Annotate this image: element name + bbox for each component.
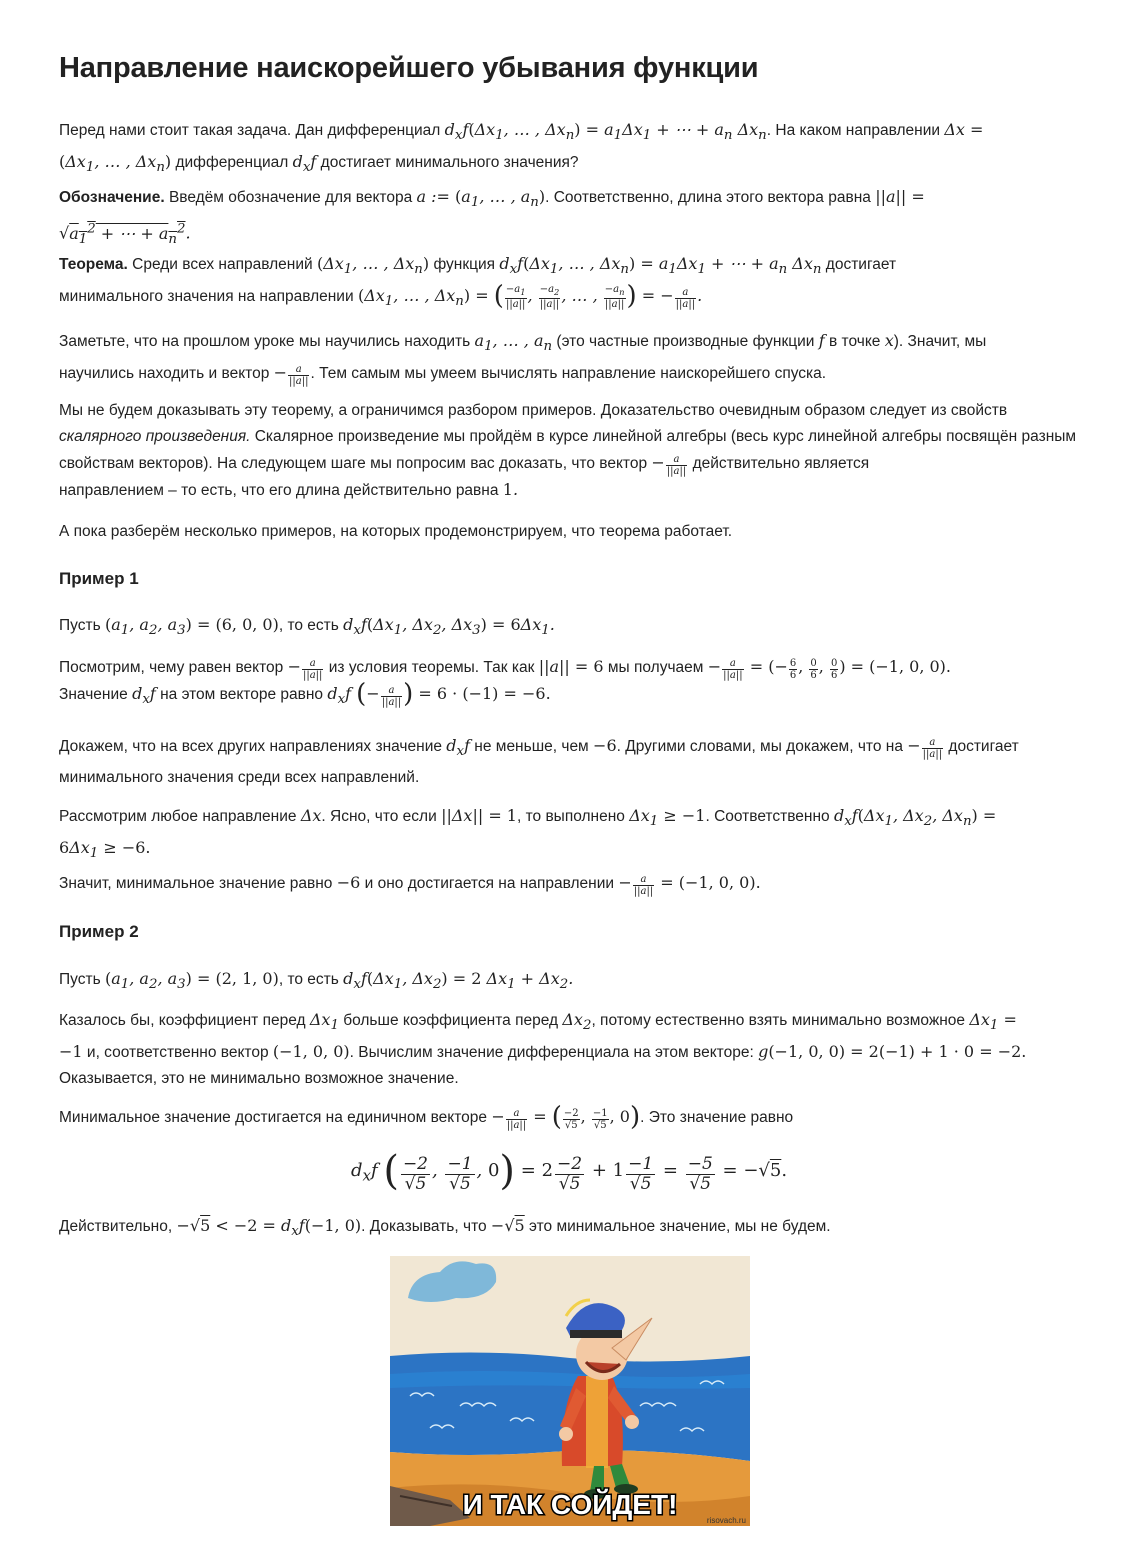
- example-2-heading: Пример 2: [59, 922, 139, 941]
- example-2-guess: Казалось бы, коэффициент перед $\Delta x_1$ больше коэффициента перед $\Delta x_2$, потому естественно взять минимально возможное $\Delta x_1$ = −1 и, соответственно вектор (−1, 0, 0). Вычислим значение дифференциала на этом векторе: g(−1, 0, 0) = 2(−1) + 1 · 0 = −2. Оказывается, это не минимально возможное значение.: [59, 1010, 1027, 1088]
- example-1-proof: Рассмотрим любое направление Δx. Ясно, что если ||Δx|| = 1, то выполнено $\Delta x_1 \ge -1$. Соответственно $d_xf(\Delta x_1$, $\Delta x_2$, $\Delta x_n$) = $6\Delta x_1 \ge -6$.: [59, 806, 997, 862]
- theorem-label: Теорема.: [59, 256, 128, 273]
- example-1-setup: Пусть ($a_1$, $a_2$, $a_3) = (6$, 0, 0), то есть $d_xf(\Delta x_1$, $\Delta x_2$, $\Delta x_3) = 6\Delta x_1$.: [59, 615, 555, 639]
- notation-label: Обозначение.: [59, 189, 165, 206]
- meme-illustration: [390, 1256, 750, 1526]
- example-1-conclusion: Значит, минимальное значение равно −6 и оно достигается на направлении − $\frac{a}{||a||}$ = (−1, 0, 0).: [59, 873, 761, 897]
- notation-paragraph: Обозначение. Введём обозначение для вектора a := ($a_1$, … , $a_n$). Соответственно, длина этого вектора равна ||a|| = $√a_1^2$ + ⋯ + $a_n^2$.: [59, 187, 925, 247]
- example-2-minimum: Минимальное значение достигается на единичном векторе − $\frac{a}{||a||}$ = ( $\frac{-2}{√5}$ , $\frac{-1}{√5}$ , 0). Это значение равно: [59, 1102, 794, 1132]
- example-1-vector: Посмотрим, чему равен вектор − $\frac{a}{||a||}$ из условия теоремы. Так как ||a|| = 6 мы получаем − $\frac{a}{||a||}$ = (− $\frac{6}{6}$ , $\frac{0}{6}$ , $\frac{0}{6}$ ) = (−1, 0, 0). Значение $d_xf$ на этом векторе равно $d_xf$ (− $\frac{a}{||a||}$ ) = 6 · (−1) = −6.: [59, 657, 951, 709]
- meme-image: [390, 1256, 750, 1526]
- example-2-setup: Пусть ($a_1$, $a_2$, $a_3) = (2$, 1, 0), то есть $d_xf(\Delta x_1$, $\Delta x_2) = 2$ $\Delta x_1 + \Delta x_2$.: [59, 969, 574, 993]
- example-1-heading: Пример 1: [59, 569, 139, 588]
- proof-note-paragraph: Мы не будем доказывать эту теорему, а ограничимся разбором примеров. Доказательство очевидным образом следует из свойств скалярного произведения. Скалярное произведение мы пройдём в курсе линейной алгебры (весь курс линейной алгебры посвящён разным свойствам векторов). На следующем шаге мы попросим вас доказать, что вектор − $\frac{a}{||a||}$ действительно является направлением – то есть, что его длина действительно равна 1.: [59, 402, 1077, 499]
- intro-paragraph: Перед нами стоит такая задача. Дан дифференциал $d_xf(\Delta x_1$, … , $\Delta x_n) = a_1\Delta x_1$ + ⋯ + $a_n$ $\Delta x_n$. На каком направлении Δx = ($\Delta x_1$, … , $\Delta x_n$) дифференциал $d_xf$ достигает минимального значения?: [59, 120, 984, 176]
- page-title: Направление наискорейшего убывания функции: [59, 52, 759, 84]
- example-1-claim: Докажем, что на всех других направлениях значение $d_xf$ не меньше, чем −6. Другими словами, мы докажем, что на − $\frac{a}{||a||}$ достигает минимального значения среди всех направлений.: [59, 736, 1019, 787]
- examples-intro: А пока разберём несколько примеров, на которых продемонстрируем, что теорема работает.: [59, 523, 733, 540]
- remark-paragraph: Заметьте, что на прошлом уроке мы научились находить $a_1$, … , $a_n$ (это частные производные функции f в точке x). Значит, мы научились находить и вектор − $\frac{a}{||a||}$ . Тем самым мы умеем вычислять направление наискорейшего спуска.: [59, 331, 987, 387]
- meme-caption: И ТАК СОЙДЕТ!: [462, 1489, 678, 1520]
- meme-watermark: risovach.ru: [706, 1516, 746, 1525]
- example-2-display-formula: $d_xf$ ( $\frac{-2}{√5}$ , $\frac{-1}{√5}$ , 0) = 2 $\frac{-2}{√5}$ + 1 $\frac{-1}{√5}$ = $\frac{-5}{√5}$ = −√5.: [350, 1148, 788, 1194]
- theorem-paragraph: Теорема. Среди всех направлений ($\Delta x_1$, … , $\Delta x_n$) функция $d_xf(\Delta x_1$, … , $\Delta x_n) = a_1\Delta x_1$ + ⋯ + $a_n$ $\Delta x_n$ достигает минимального значения на направлении ($\Delta x_1$, … , $\Delta x_n$) = ( $\frac{-a_1}{||a||}$ , $\frac{-a_2}{||a||}$ , … , $\frac{-a_n}{||a||}$ ) = − $\frac{a}{||a||}$ .: [59, 254, 897, 312]
- example-2-conclusion: Действительно, $-√5 < -2 = d_xf(-1$, 0). Доказывать, что −√5 это минимальное значение, мы не будем.: [59, 1216, 831, 1240]
